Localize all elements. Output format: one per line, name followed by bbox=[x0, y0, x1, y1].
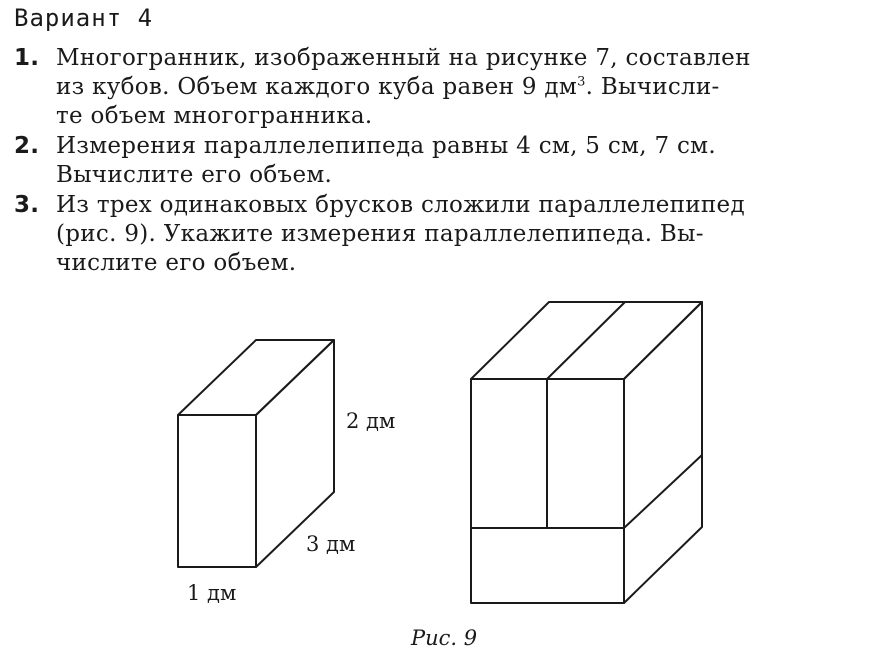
depth-label: 3 дм bbox=[306, 532, 356, 556]
height-label: 2 дм bbox=[346, 409, 396, 433]
task-line: (рис. 9). Укажите измерения параллелепипеда. Вы- bbox=[56, 221, 704, 247]
task-line: те объем многогранника. bbox=[56, 103, 373, 129]
task-line: Многогранник, изображенный на рисунке 7, составлен bbox=[56, 45, 751, 71]
task-text: из кубов. Объем каждого куба равен 9 дм bbox=[56, 74, 578, 100]
task-line: Из трех одинаковых брусков сложили параллелепипед bbox=[56, 192, 745, 218]
brick-front-face bbox=[178, 415, 256, 567]
task-line: Вычислите его объем. bbox=[56, 162, 333, 188]
top-divider bbox=[547, 302, 625, 379]
brick-top-face bbox=[178, 340, 334, 415]
superscript: 3 bbox=[577, 74, 586, 90]
task-number: 2. bbox=[14, 133, 40, 159]
task-line: Измерения параллелепипеда равны 4 см, 5 см, 7 см. bbox=[56, 133, 716, 159]
figure-caption: Рис. 9 bbox=[411, 626, 478, 650]
task-text: . Вычисли- bbox=[585, 74, 720, 100]
side-divider bbox=[624, 455, 702, 528]
assembled-box bbox=[471, 302, 702, 603]
task-number: 3. bbox=[14, 192, 40, 218]
box-side-face bbox=[624, 302, 702, 603]
task-number: 1. bbox=[14, 45, 40, 71]
width-label: 1 дм bbox=[187, 581, 237, 605]
task-line: числите его объем. bbox=[56, 250, 297, 276]
variant-title: Вариант 4 bbox=[14, 4, 154, 32]
